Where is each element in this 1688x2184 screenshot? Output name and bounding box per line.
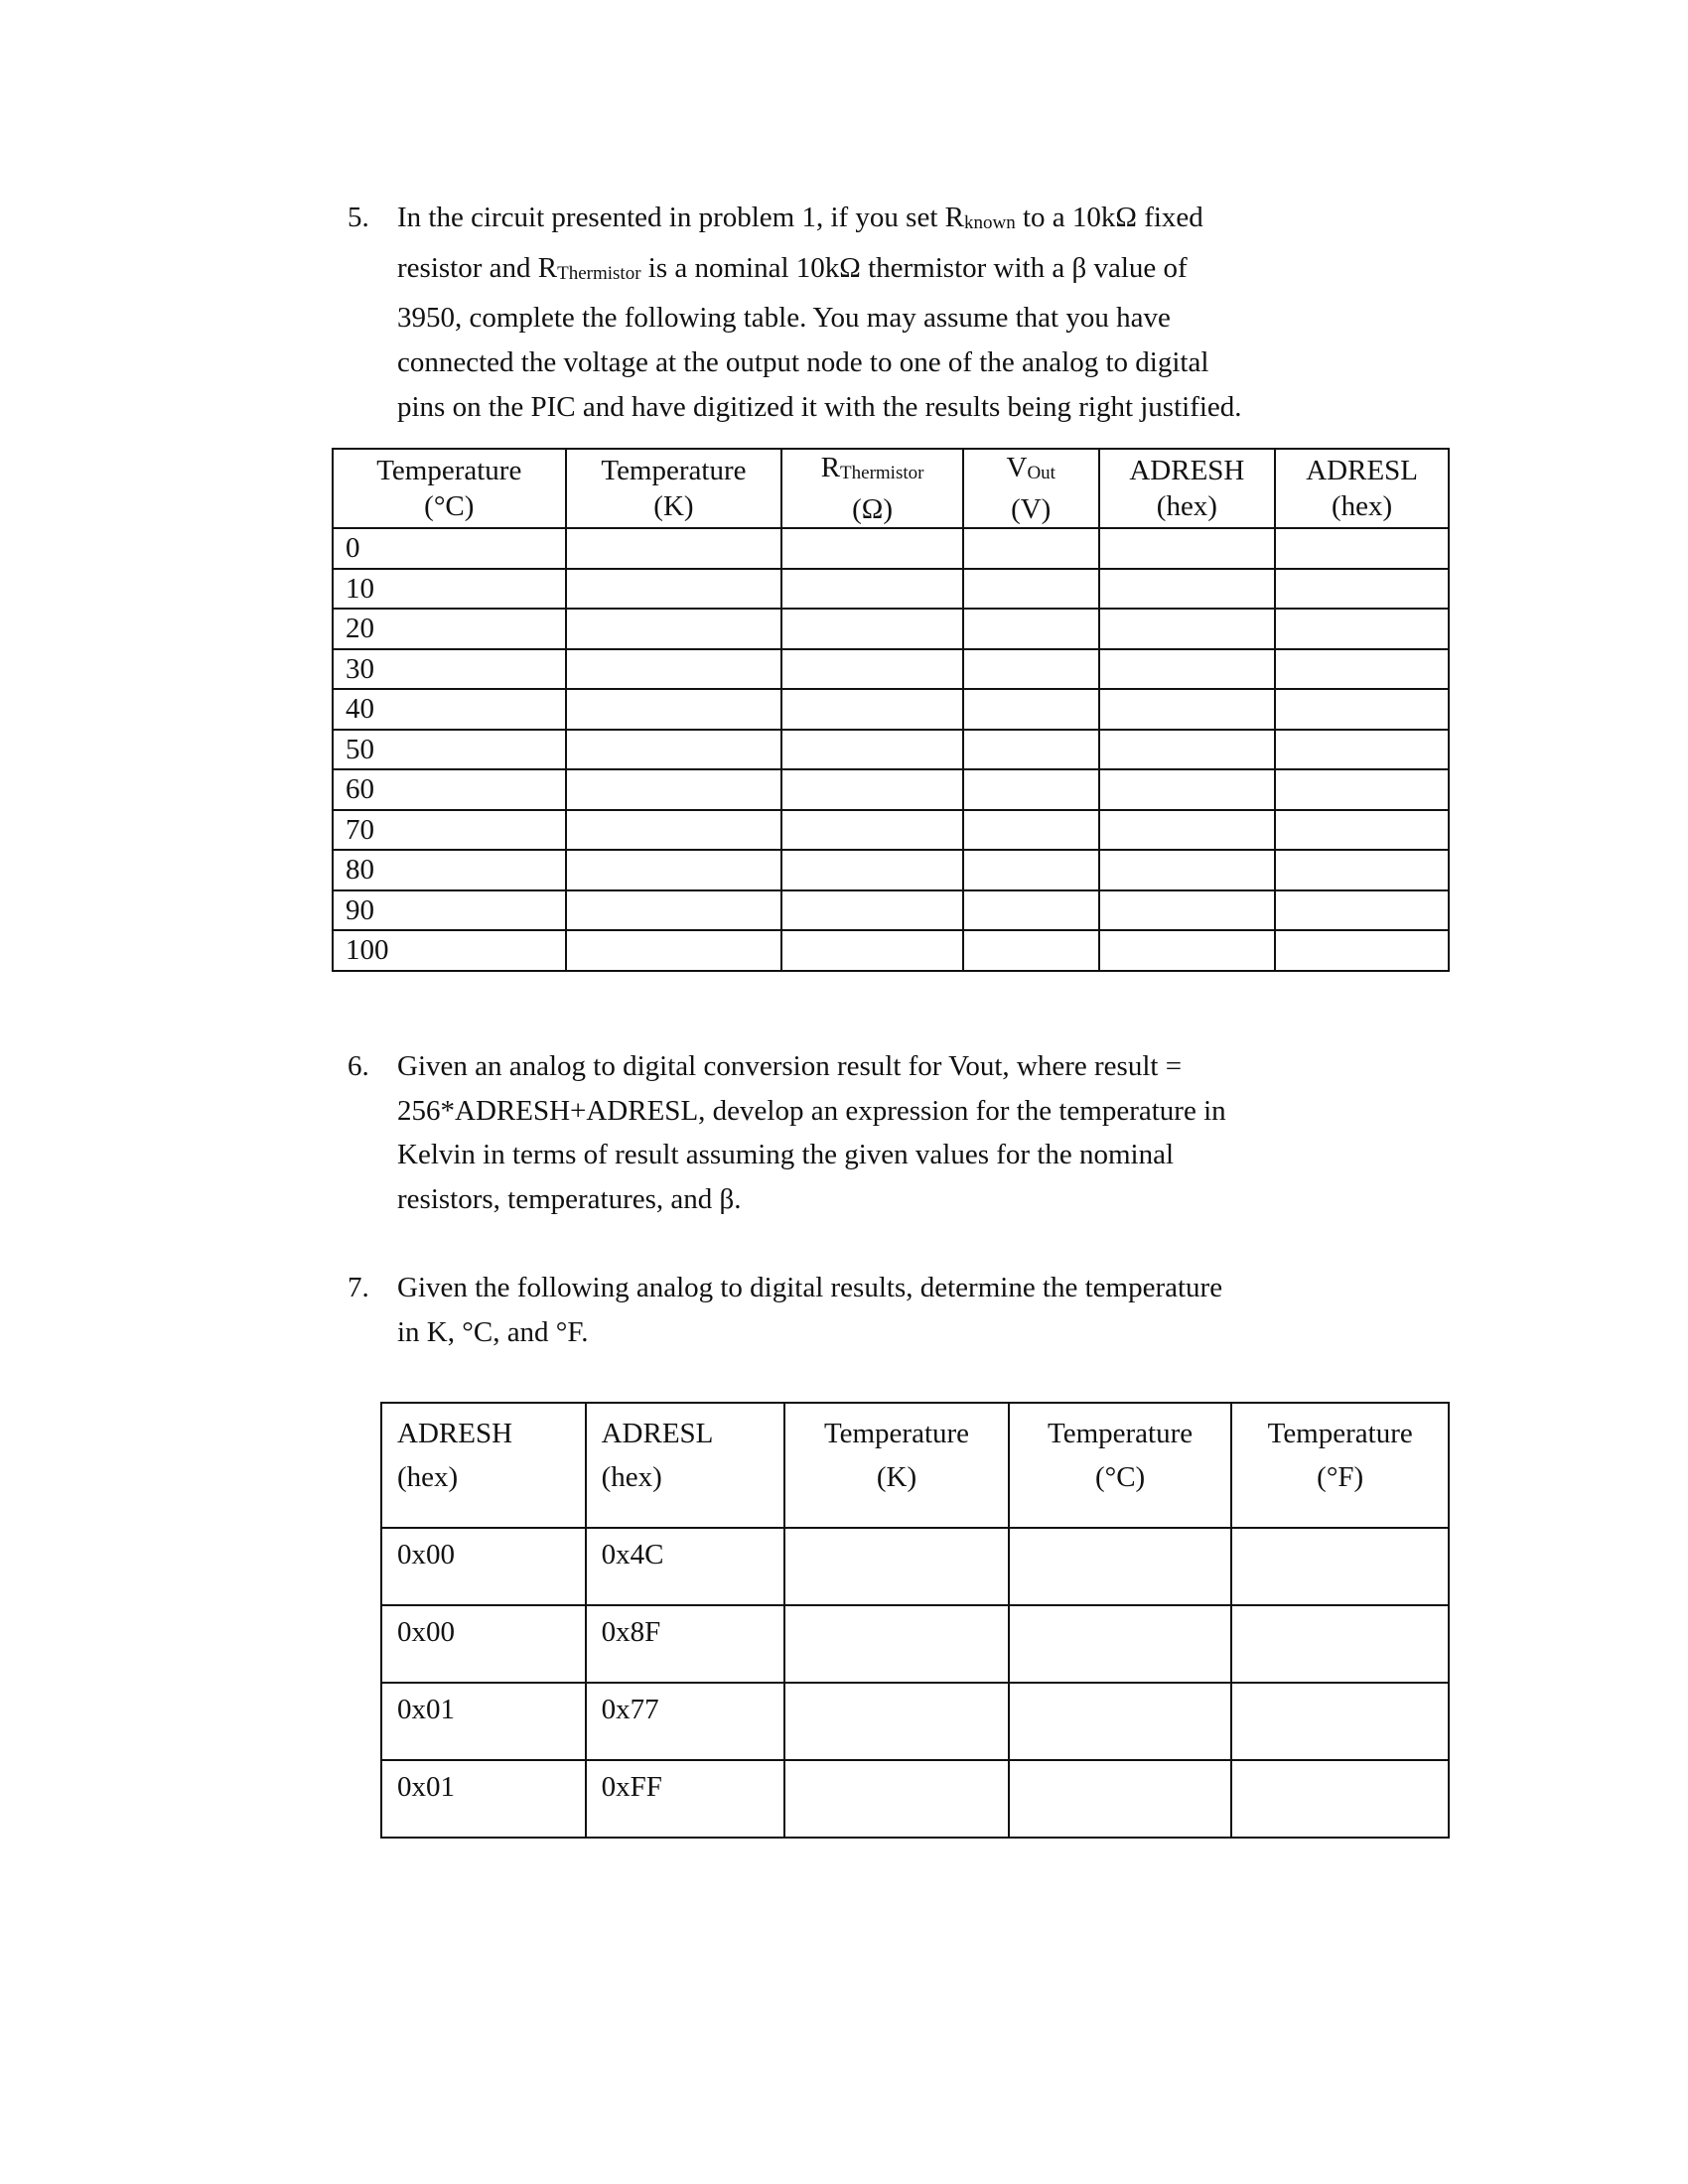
question-number: 7. [348,1272,369,1303]
temperature-k-cell[interactable] [566,769,782,810]
table-row [381,1683,1449,1760]
column-header [333,449,566,528]
vout-cell[interactable] [963,890,1099,931]
column-header [963,449,1099,528]
text-line [397,296,1450,341]
adresh-cell[interactable] [1099,810,1276,851]
adresh-cell[interactable] [1099,769,1276,810]
header-title: ADRESL [1306,455,1419,486]
adresl-cell[interactable] [1275,769,1449,810]
temperature-f-cell[interactable] [1231,1760,1449,1838]
resistance-cell[interactable] [781,930,963,971]
text-segment: to a 10kΩ fixed [1015,202,1203,233]
header-unit: (K) [653,490,694,522]
header-subscript: Out [1027,463,1055,483]
adresh-cell[interactable] [1099,569,1276,610]
header-unit: (hex) [397,1461,459,1493]
adc-results-table [380,1402,1450,1839]
temperature-c-cell: 50 [333,730,566,770]
header-title: Temperature [823,1418,970,1449]
temperature-c-cell: 70 [333,810,566,851]
temperature-c-cell: 100 [333,930,566,971]
temperature-k-cell[interactable] [566,850,782,890]
adresh-cell: 0x00 [381,1528,586,1605]
subscript: Thermistor [557,262,641,284]
header-title: Temperature [376,455,522,486]
vout-cell[interactable] [963,609,1099,649]
column-header [784,1403,1009,1528]
text-line: Given the following analog to digital results, determine the temperature [397,1272,1223,1303]
vout-cell[interactable] [963,730,1099,770]
vout-cell[interactable] [963,649,1099,690]
temperature-k-cell[interactable] [784,1760,1009,1838]
header-title: Temperature [601,455,747,486]
temperature-k-cell[interactable] [566,689,782,730]
adresh-cell: 0x00 [381,1605,586,1683]
text-segment: is a nominal 10kΩ thermistor with a β value of [640,251,1188,284]
text-line: Kelvin in terms of result assuming the given values for the nominal [397,1139,1175,1171]
table-row [381,1605,1449,1683]
temperature-c-cell: 80 [333,850,566,890]
table-row [381,1760,1449,1838]
header-title: ADRESH [397,1418,513,1449]
header-unit: (K) [876,1461,917,1493]
table-row [333,609,1449,649]
header-main [1276,453,1448,488]
header-title: Temperature [1267,1418,1413,1449]
header-main [334,453,565,488]
text-line: 256*ADRESH+ADRESL, develop an expression for the temperature in [397,1094,1226,1127]
subscript: known [964,212,1016,233]
column-header [381,1403,586,1528]
table-row [333,850,1449,890]
temperature-c-cell: 10 [333,569,566,610]
header-unit: (°F) [1317,1461,1364,1493]
table-header-row [381,1403,1449,1528]
temperature-c-cell: 40 [333,689,566,730]
column-header [586,1403,785,1528]
table-row [333,930,1449,971]
question-text [397,1266,1450,1354]
adresh-cell[interactable] [1099,730,1276,770]
adresl-cell[interactable] [1275,930,1449,971]
resistance-cell[interactable] [781,769,963,810]
resistance-cell[interactable] [781,890,963,931]
text-segment: pins on the PIC and have digitized it with the results being right justified. [397,390,1242,423]
table-row [333,890,1449,931]
header-main [964,450,1098,491]
adresh-cell[interactable] [1099,649,1276,690]
resistance-cell[interactable] [781,569,963,610]
text-line: in K, °C, and °F. [397,1315,589,1348]
header-title: Temperature [1048,1418,1194,1449]
header-unit: (Ω) [852,493,894,525]
temperature-k-cell[interactable] [566,890,782,931]
table-row [333,730,1449,770]
resistance-cell[interactable] [781,689,963,730]
header-title: R [820,452,841,483]
adresl-cell: 0xFF [586,1760,785,1838]
vout-cell[interactable] [963,769,1099,810]
column-header [566,449,782,528]
text-line [397,196,1450,246]
table-row [333,569,1449,610]
question-number: 6. [348,1050,369,1082]
adresl-cell[interactable] [1275,609,1449,649]
resistance-cell[interactable] [781,609,963,649]
adresh-cell[interactable] [1099,609,1276,649]
question-text [397,1044,1450,1222]
temperature-c-cell[interactable] [1009,1605,1232,1683]
text-segment: 3950, complete the following table. You may assume that you have [397,302,1171,335]
temperature-c-cell[interactable] [1009,1528,1232,1605]
header-title: ADRESL [601,1418,714,1449]
text-line: resistors, temperatures, and β. [397,1183,742,1216]
vout-cell[interactable] [963,850,1099,890]
temperature-k-cell[interactable] [566,569,782,610]
question-6 [348,1044,1450,1222]
question-number: 5. [348,202,369,233]
adresl-cell[interactable] [1275,649,1449,690]
header-unit: (hex) [601,1461,662,1493]
text-line [397,385,1450,430]
header-unit: (V) [1011,493,1052,525]
vout-cell[interactable] [963,689,1099,730]
header-main [782,450,962,491]
text-segment: connected the voltage at the output node to one of the analog to digital [397,346,1209,379]
text-segment: resistor and R [397,251,558,284]
text-line [397,246,1450,297]
table-row [381,1528,1449,1605]
adresl-cell[interactable] [1275,850,1449,890]
column-header [1275,449,1449,528]
temperature-k-cell[interactable] [566,730,782,770]
column-header [1231,1403,1449,1528]
temperature-c-cell[interactable] [1009,1683,1232,1760]
vout-cell[interactable] [963,930,1099,971]
resistance-cell[interactable] [781,730,963,770]
temperature-f-cell[interactable] [1231,1528,1449,1605]
table-row [333,689,1449,730]
table-row [333,528,1449,569]
adresl-cell: 0x77 [586,1683,785,1760]
temperature-c-cell: 90 [333,890,566,931]
vout-cell[interactable] [963,528,1099,569]
temperature-f-cell[interactable] [1231,1605,1449,1683]
vout-cell[interactable] [963,569,1099,610]
adresh-cell[interactable] [1099,528,1276,569]
adresh-cell[interactable] [1099,689,1276,730]
question-5 [348,196,1450,430]
temperature-table [332,448,1450,972]
temperature-c-cell: 0 [333,528,566,569]
header-unit: (°C) [424,490,475,522]
temperature-k-cell[interactable] [784,1605,1009,1683]
header-unit: (°C) [1094,1461,1146,1493]
temperature-k-cell[interactable] [566,649,782,690]
column-header [1099,449,1276,528]
adresl-cell: 0x4C [586,1528,785,1605]
temperature-k-cell[interactable] [566,930,782,971]
header-unit: (hex) [1332,490,1393,522]
column-header [1009,1403,1232,1528]
vout-cell[interactable] [963,810,1099,851]
temperature-k-cell[interactable] [566,609,782,649]
adresl-cell[interactable] [1275,730,1449,770]
header-unit: (hex) [1156,490,1217,522]
adresl-cell[interactable] [1275,528,1449,569]
header-main [567,453,781,488]
adresl-cell[interactable] [1275,810,1449,851]
adresh-cell: 0x01 [381,1760,586,1838]
question-7 [348,1266,1450,1354]
adresh-cell: 0x01 [381,1683,586,1760]
temperature-c-cell: 20 [333,609,566,649]
resistance-cell[interactable] [781,850,963,890]
adresh-cell[interactable] [1099,850,1276,890]
resistance-cell[interactable] [781,649,963,690]
temperature-c-cell[interactable] [1009,1760,1232,1838]
header-subscript: Thermistor [840,463,924,483]
adresh-cell[interactable] [1099,890,1276,931]
header-title: V [1006,452,1028,483]
header-title: ADRESH [1129,455,1245,486]
adresl-cell[interactable] [1275,890,1449,931]
resistance-cell[interactable] [781,528,963,569]
adresh-cell[interactable] [1099,930,1276,971]
adresl-cell[interactable] [1275,569,1449,610]
text-line: Given an analog to digital conversion result for Vout, where result = [397,1050,1183,1082]
text-segment: In the circuit presented in problem 1, if you set R [397,202,964,233]
question-text [397,196,1450,430]
table-header-row [333,449,1449,528]
table-row [333,769,1449,810]
temperature-c-cell: 30 [333,649,566,690]
table-row [333,649,1449,690]
temperature-k-cell[interactable] [566,810,782,851]
adresl-cell[interactable] [1275,689,1449,730]
temperature-c-cell: 60 [333,769,566,810]
temperature-k-cell[interactable] [784,1683,1009,1760]
temperature-k-cell[interactable] [566,528,782,569]
temperature-f-cell[interactable] [1231,1683,1449,1760]
adresl-cell: 0x8F [586,1605,785,1683]
header-main [1100,453,1275,488]
column-header [781,449,963,528]
resistance-cell[interactable] [781,810,963,851]
temperature-k-cell[interactable] [784,1528,1009,1605]
table-row [333,810,1449,851]
text-line [397,341,1450,385]
